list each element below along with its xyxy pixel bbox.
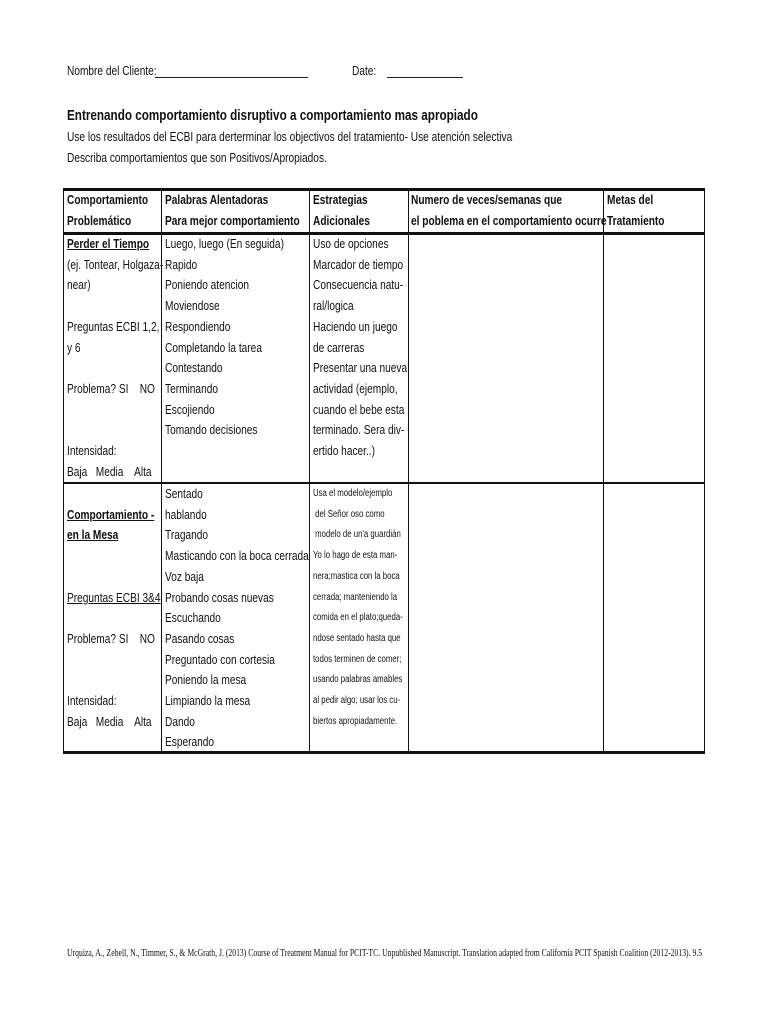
row1-frequency-cell[interactable] (409, 235, 602, 481)
header-strategies: Estrategias Adicionales (313, 192, 370, 228)
row2-goals-cell[interactable] (605, 485, 703, 750)
client-date-line (67, 63, 767, 83)
row1-goals-cell[interactable] (605, 235, 703, 481)
row2-behavior-cell: Comportamiento - en la Mesa Preguntas ECBI 3&4 Problema? SI NO Intensidad: Baja Media Alta (67, 506, 161, 729)
date-field[interactable] (387, 77, 463, 78)
column-border-right (704, 188, 705, 754)
header-treatment-goals: Metas del Tratamiento (607, 192, 665, 228)
column-divider-4 (603, 188, 604, 754)
column-divider-2 (309, 188, 310, 754)
column-border-left (63, 188, 64, 754)
instructions-line-1: Use los resultados del ECBI para derterminar los objectivos del tratamiento- Use atención selectiva (67, 129, 513, 144)
row1-behavior-cell: Perder el Tiempo (ej. Tontear, Holgaza- near) Preguntas ECBI 1,2, y 6 Problema? SI NO Intensidad: Baja Media Alta (67, 236, 164, 479)
date-label: Date: (352, 63, 377, 78)
client-name-field[interactable] (155, 77, 308, 78)
header-problem-behavior: Comportamiento Problemático (67, 192, 149, 228)
table-border-bottom (63, 751, 705, 754)
row1-words-cell: Luego, luego (En seguida) Rapido Poniendo atencion Moviendose Respondiendo Completando la tarea Contestando Terminando Escojiendo Tomando decisiones (165, 236, 284, 438)
behavior-table (63, 188, 705, 754)
client-name-label: Nombre del Cliente: (67, 63, 157, 78)
row2-frequency-cell[interactable] (409, 485, 602, 750)
row2-words-cell: Sentado hablando Tragando Masticando con la boca cerrada Voz baja Probando cosas nuevas Escuchando Pasando cosas Preguntado con cortesia Poniendo la mesa Limpiando la mesa Dando Esperando (165, 486, 309, 750)
row2-strategies-cell: Usa el modelo/ejemplo del Señor oso como modelo de un'a guardián Yo lo hago de esta man- nera;mastica con la boca cerrada; manteniendo la comida en el plato;queda- ndose sentado hasta que todos terminen de comer; usando palabras amables al pedir algo; usar los cu- biertos apropiadamente. (313, 488, 403, 727)
header-encouraging-words: Palabras Alentadoras Para mejor comportamiento (165, 192, 300, 228)
header-frequency: Numero de veces/semanas que el poblema en el comportamiento ocurre (411, 192, 607, 228)
footer-citation: Urquiza, A., Zebell, N., Timmer, S., & McGrath, J. (2013) Course of Treatment Manual for PCIT-TC. Unpublished Manuscript. Translation adapted from California PCIT Spanish Coalition (2012-2013). 9.5 (67, 947, 703, 959)
row1-strategies-cell: Uso de opciones Marcador de tiempo Consecuencia natu- ral/logica Haciendo un juego de carreras Presentar una nueva actividad (ejemplo, cuando el bebe esta terminado. Sera div- ertido hacer..) (313, 236, 408, 459)
page-title: Entrenando comportamiento disruptivo a comportamiento mas apropiado (67, 107, 478, 124)
instructions-line-2: Describa comportamientos que son Positivos/Apropiados. (67, 150, 327, 165)
